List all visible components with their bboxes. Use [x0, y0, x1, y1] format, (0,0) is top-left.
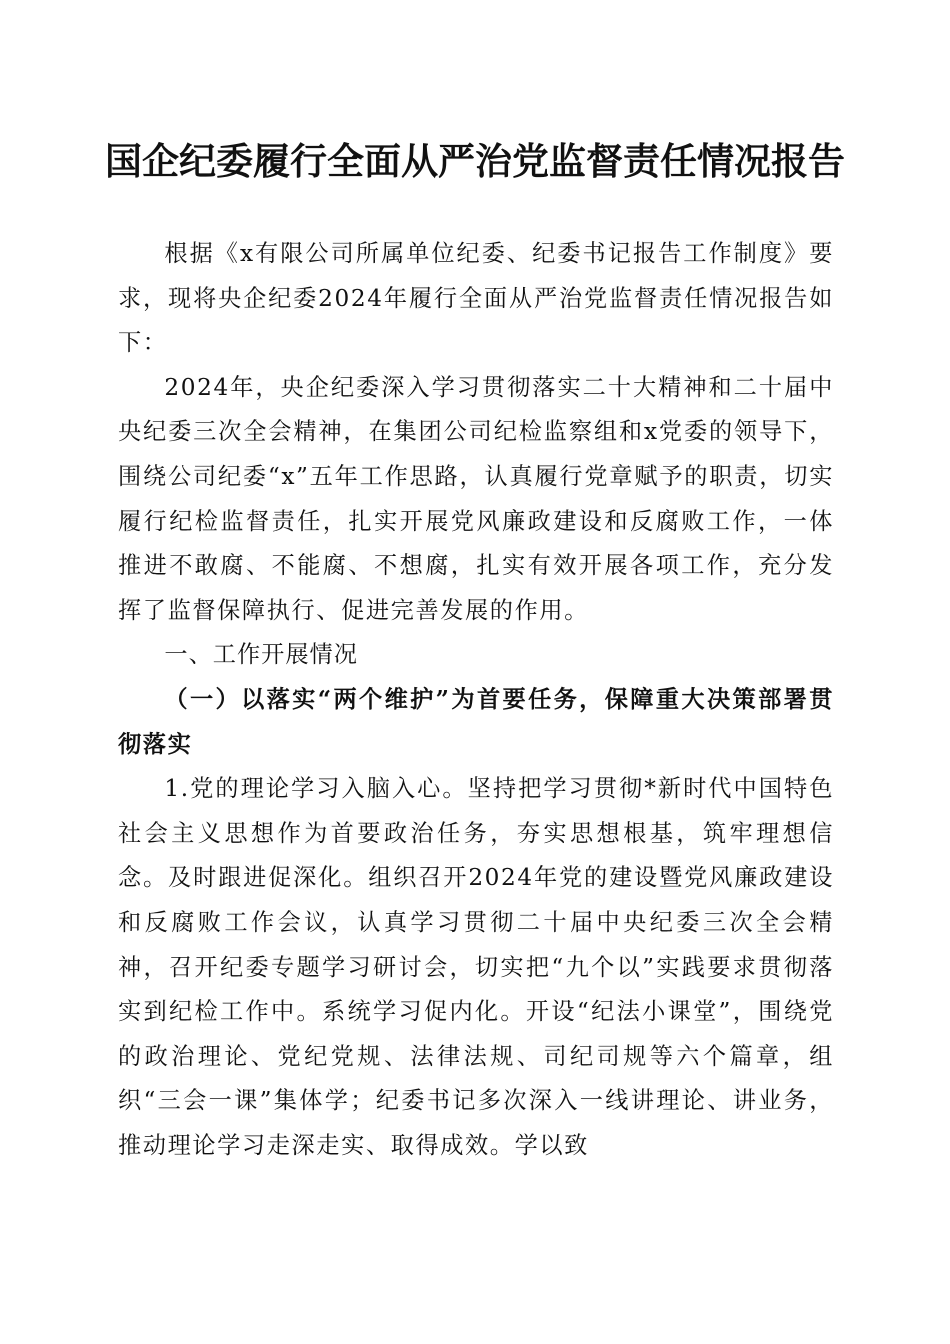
paragraph-intro: 根据《x有限公司所属单位纪委、纪委书记报告工作制度》要求，现将央企纪委2024年履行全面从严治党监督责任情况报告如下： — [118, 240, 834, 357]
document-title: 国企纪委履行全面从严治党监督责任情况报告 — [105, 139, 845, 183]
paragraph-theory-study: 1.党的理论学习入脑入心。坚持把学习贯彻*新时代中国特色社会主义思想作为首要政治任务，夯实思想根基，筑牢理想信念。及时跟进促深化。组织召开2024年党的建设暨党风廉政建设和反腐败工作会议，认真学习贯彻二十届中央纪委三次全会精神，召开纪委专题学习研讨会，切实把“九个以”实践要求贯彻落实到纪检工作中。系统学习促内化。开设“纪法小课堂”，围绕党的政治理论、党纪党规、法律法规、司纪司规等六个篇章，组织“三会一课”集体学；纪委书记多次深入一线讲理论、讲业务，推动理论学习走深走实、取得成效。学以致 — [118, 775, 834, 1159]
document-body — [118, 232, 834, 1168]
section-heading: 一、工作开展情况 — [164, 641, 358, 669]
subsection-heading: （一）以落实“两个维护”为首要任务，保障重大决策部署贯彻落实 — [118, 685, 834, 758]
paragraph-summary: 2024年，央企纪委深入学习贯彻落实二十大精神和二十届中央纪委三次全会精神，在集团公司纪检监察组和x党委的领导下，围绕公司纪委“x”五年工作思路，认真履行党章赋予的职责，切实履行纪检监督责任，扎实开展党风廉政建设和反腐败工作，一体推进不敢腐、不能腐、不想腐，扎实有效开展各项工作，充分发挥了监督保障执行、促进完善发展的作用。 — [118, 373, 834, 624]
